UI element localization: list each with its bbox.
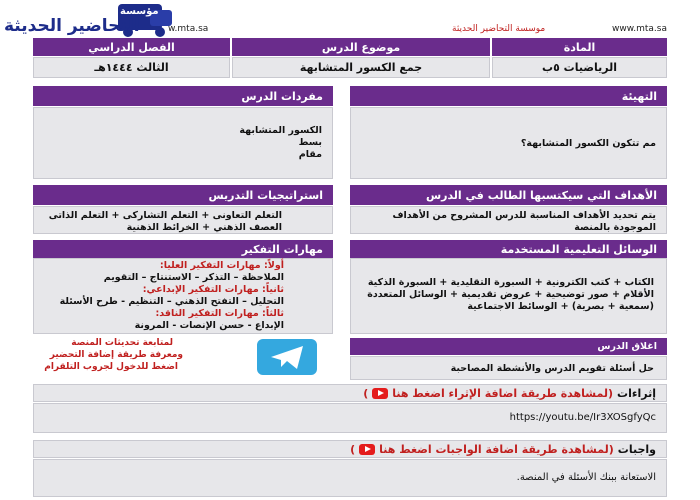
- homework-header: واجبات (لمشاهدة طريقة اضافة الواجبات اضغط هنا ): [33, 440, 667, 458]
- tools-title: الوسائل التعليمية المستخدمة: [350, 240, 667, 258]
- telegram-line2: ومعرفة طريقة إضافة التحضير: [49, 350, 183, 360]
- thinking-line-1: الملاحظة – التذكر – الاستنتاج – التقويم: [103, 272, 284, 283]
- homework-link[interactable]: (لمشاهدة طريقة اضافة الواجبات اضغط هنا: [379, 442, 614, 456]
- lesson-header: موضوع الدرس: [232, 38, 490, 56]
- enrichment-link[interactable]: (لمشاهدة طريقة اضافة الإثراء اضغط هنا: [392, 386, 614, 400]
- strategies-line2: العصف الذهني + الخرائط الذهنية: [126, 222, 282, 233]
- strategies-title: استراتيجيات التدريس: [33, 185, 333, 205]
- thinking-heading-2: ثانياً: مهارات التفكير الإبداعي:: [142, 284, 284, 295]
- intro-title: التهيئة: [350, 86, 667, 106]
- tools-line2: الأقلام + صور توضيحية + عروض تقديمية + الوسائل المتعددة: [367, 289, 654, 300]
- homework-box: [33, 459, 667, 497]
- goals-box: [350, 206, 667, 234]
- closing-text: حل أسئلة تقويم الدرس والأنشطة المصاحبة: [450, 363, 654, 374]
- closing-box: [350, 356, 667, 380]
- homework-title: واجبات: [617, 442, 656, 456]
- term-header: الفصل الدراسي: [33, 38, 230, 56]
- enrichment-header: إثراءات (لمشاهدة طريقة اضافة الإثراء اضغط هنا ): [33, 384, 667, 402]
- telegram-line3: اضغط للدخول لجروب التلقرام: [44, 362, 178, 372]
- intro-box: [350, 107, 667, 179]
- intro-text: مم تتكون الكسور المتشابهة؟: [520, 138, 656, 149]
- subject-header: المادة: [492, 38, 667, 56]
- vocab-item: مقام: [298, 149, 322, 160]
- brand-line2: التحاضير الحديثة: [4, 16, 140, 36]
- lesson-value: جمع الكسور المتشابهة: [232, 57, 490, 78]
- vocab-box: [33, 107, 333, 179]
- subject-value: الرياضيات ٥ب: [492, 57, 667, 78]
- goals-title: الأهداف التي سيكتسبها الطالب في الدرس: [350, 185, 667, 205]
- site-url-left[interactable]: w.mta.sa: [168, 24, 209, 34]
- thinking-heading-3: ثالثاً: مهارات التفكير الناقد:: [155, 308, 284, 319]
- thinking-box: [33, 258, 333, 334]
- strategies-line1: التعلم التعاونى + التعلم التشاركى + التعلم الذاتى: [48, 210, 282, 221]
- term-value: الثالث ١٤٤٤هـ: [33, 57, 230, 78]
- thinking-line-3: الإبداع - حسن الإنصات - المرونة: [134, 320, 284, 331]
- enrichment-title: إثراءات: [617, 386, 656, 400]
- org-name: موسسة التحاضير الحديثة: [452, 24, 546, 34]
- brand-line1: مؤسسة: [120, 6, 159, 17]
- tools-box: [350, 258, 667, 334]
- thinking-heading-1: أولاً: مهارات التفكير العليا:: [159, 260, 284, 271]
- enrichment-url[interactable]: https://youtu.be/Ir3XOSgfyQc: [509, 412, 656, 423]
- strategies-box: [33, 206, 333, 234]
- vocab-item: بسط: [298, 137, 322, 148]
- vocab-item: الكسور المتشابهة: [239, 125, 322, 136]
- site-url-right[interactable]: www.mta.sa: [612, 24, 667, 34]
- thinking-title: مهارات التفكير: [33, 240, 333, 258]
- telegram-line1: لمتابعة تحديثات المنصة: [71, 338, 173, 348]
- youtube-icon[interactable]: [359, 444, 375, 455]
- telegram-icon[interactable]: [257, 339, 317, 375]
- telegram-promo[interactable]: [33, 337, 333, 379]
- enrichment-box: [33, 403, 667, 433]
- tools-line1: الكتاب + كتب الكترونية + السبورة التقليدية + السبورة الذكية: [367, 277, 654, 288]
- thinking-line-2: التحليل – التفتح الذهني – التنظيم - طرح الأسئلة: [59, 296, 284, 307]
- youtube-icon[interactable]: [372, 388, 388, 399]
- homework-text: الاستعانة ببنك الأسئلة في المنصة.: [516, 472, 656, 483]
- vocab-title: مفردات الدرس: [33, 86, 333, 106]
- tools-line3: (سمعية + بصرية) + الوسائط الاجتماعية: [467, 301, 654, 312]
- goals-text: يتم تحديد الأهداف المناسبة للدرس المشروح من الأهداف الموجودة بالمنصة: [392, 210, 656, 233]
- closing-title: اغلاق الدرس: [350, 338, 667, 355]
